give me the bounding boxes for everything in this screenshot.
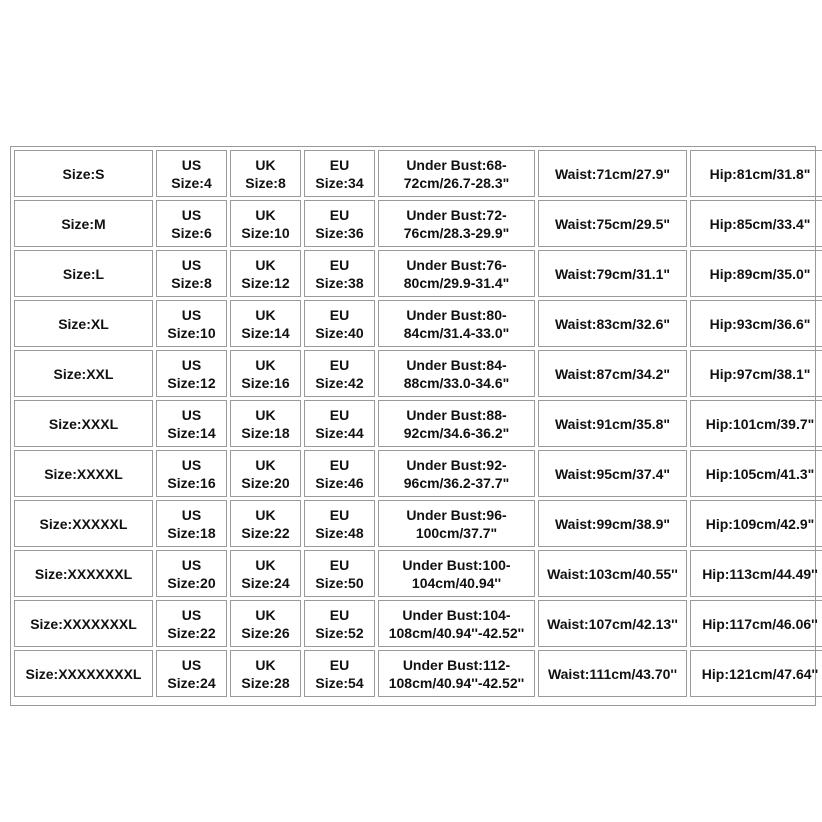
eu-size-cell-line: Size:54 bbox=[315, 674, 364, 691]
under-bust-cell-line: 84cm/31.4-33.0" bbox=[403, 324, 510, 341]
eu-size-cell-line: Size:50 bbox=[315, 574, 364, 591]
eu-size-cell bbox=[304, 450, 375, 497]
under-bust-cell bbox=[378, 600, 535, 647]
waist-cell: Waist:75cm/29.5" bbox=[538, 200, 687, 247]
uk-size-cell bbox=[230, 400, 301, 447]
under-bust-cell bbox=[378, 150, 535, 197]
under-bust-cell-line: Under Bust:80- bbox=[406, 306, 507, 323]
eu-size-cell-line: Size:52 bbox=[315, 624, 364, 641]
uk-size-cell-line: UK bbox=[255, 456, 276, 473]
uk-size-cell-line: UK bbox=[255, 306, 276, 323]
eu-size-cell-line: EU bbox=[329, 356, 350, 373]
waist-cell: Waist:95cm/37.4" bbox=[538, 450, 687, 497]
eu-size-cell-line: EU bbox=[329, 206, 350, 223]
under-bust-cell-line: 108cm/40.94''-42.52'' bbox=[388, 624, 525, 641]
us-size-cell-line: US bbox=[181, 356, 202, 373]
under-bust-cell-line: 100cm/37.7" bbox=[415, 524, 498, 541]
hip-cell: Hip:85cm/33.4" bbox=[690, 200, 822, 247]
eu-size-cell-line: EU bbox=[329, 156, 350, 173]
eu-size-cell-line: Size:46 bbox=[315, 474, 364, 491]
uk-size-cell-line: Size:8 bbox=[245, 174, 286, 191]
eu-size-cell-line: Size:36 bbox=[315, 224, 364, 241]
hip-cell: Hip:81cm/31.8" bbox=[690, 150, 822, 197]
uk-size-cell-line: Size:28 bbox=[241, 674, 290, 691]
uk-size-cell bbox=[230, 250, 301, 297]
us-size-cell-line: Size:20 bbox=[167, 574, 216, 591]
eu-size-cell-line: Size:42 bbox=[315, 374, 364, 391]
eu-size-cell bbox=[304, 600, 375, 647]
us-size-cell-line: US bbox=[181, 556, 202, 573]
size-cell: Size:XXXXL bbox=[14, 450, 153, 497]
us-size-cell bbox=[156, 200, 227, 247]
uk-size-cell-line: Size:16 bbox=[241, 374, 290, 391]
under-bust-cell-line: 104cm/40.94'' bbox=[411, 574, 502, 591]
size-cell: Size:XXXXXXXXL bbox=[14, 650, 153, 697]
waist-cell: Waist:83cm/32.6" bbox=[538, 300, 687, 347]
under-bust-cell-line: Under Bust:88- bbox=[406, 406, 507, 423]
us-size-cell-line: US bbox=[181, 256, 202, 273]
us-size-cell-line: Size:8 bbox=[171, 274, 212, 291]
uk-size-cell bbox=[230, 450, 301, 497]
uk-size-cell bbox=[230, 650, 301, 697]
uk-size-cell-line: Size:14 bbox=[241, 324, 290, 341]
us-size-cell bbox=[156, 450, 227, 497]
under-bust-cell-line: Under Bust:68- bbox=[406, 156, 507, 173]
uk-size-cell-line: UK bbox=[255, 256, 276, 273]
under-bust-cell-line: Under Bust:84- bbox=[406, 356, 507, 373]
us-size-cell bbox=[156, 350, 227, 397]
under-bust-cell-line: 80cm/29.9-31.4" bbox=[403, 274, 510, 291]
size-cell: Size:XXXXXXXL bbox=[14, 600, 153, 647]
waist-cell: Waist:111cm/43.70'' bbox=[538, 650, 687, 697]
uk-size-cell bbox=[230, 200, 301, 247]
under-bust-cell-line: Under Bust:72- bbox=[406, 206, 507, 223]
us-size-cell bbox=[156, 400, 227, 447]
us-size-cell-line: US bbox=[181, 156, 202, 173]
under-bust-cell-line: Under Bust:76- bbox=[406, 256, 507, 273]
size-cell: Size:L bbox=[14, 250, 153, 297]
hip-cell: Hip:93cm/36.6" bbox=[690, 300, 822, 347]
hip-cell: Hip:89cm/35.0" bbox=[690, 250, 822, 297]
eu-size-cell bbox=[304, 500, 375, 547]
under-bust-cell bbox=[378, 550, 535, 597]
eu-size-cell-line: EU bbox=[329, 406, 350, 423]
uk-size-cell-line: UK bbox=[255, 156, 276, 173]
under-bust-cell-line: 88cm/33.0-34.6" bbox=[403, 374, 510, 391]
us-size-cell bbox=[156, 600, 227, 647]
eu-size-cell bbox=[304, 350, 375, 397]
under-bust-cell-line: Under Bust:104- bbox=[402, 606, 511, 623]
eu-size-cell-line: EU bbox=[329, 606, 350, 623]
uk-size-cell-line: UK bbox=[255, 506, 276, 523]
us-size-cell-line: US bbox=[181, 606, 202, 623]
eu-size-cell-line: EU bbox=[329, 456, 350, 473]
eu-size-cell-line: Size:34 bbox=[315, 174, 364, 191]
uk-size-cell-line: Size:18 bbox=[241, 424, 290, 441]
us-size-cell-line: Size:14 bbox=[167, 424, 216, 441]
eu-size-cell bbox=[304, 200, 375, 247]
under-bust-cell bbox=[378, 350, 535, 397]
under-bust-cell-line: 92cm/34.6-36.2" bbox=[403, 424, 510, 441]
us-size-cell-line: US bbox=[181, 656, 202, 673]
hip-cell: Hip:97cm/38.1" bbox=[690, 350, 822, 397]
under-bust-cell-line: Under Bust:100- bbox=[402, 556, 511, 573]
us-size-cell-line: Size:18 bbox=[167, 524, 216, 541]
hip-cell: Hip:121cm/47.64'' bbox=[690, 650, 822, 697]
us-size-cell-line: Size:16 bbox=[167, 474, 216, 491]
eu-size-cell-line: EU bbox=[329, 306, 350, 323]
eu-size-cell bbox=[304, 250, 375, 297]
eu-size-cell-line: Size:48 bbox=[315, 524, 364, 541]
under-bust-cell-line: 96cm/36.2-37.7" bbox=[403, 474, 510, 491]
under-bust-cell bbox=[378, 200, 535, 247]
uk-size-cell-line: UK bbox=[255, 656, 276, 673]
uk-size-cell bbox=[230, 300, 301, 347]
uk-size-cell-line: Size:26 bbox=[241, 624, 290, 641]
hip-cell: Hip:105cm/41.3" bbox=[690, 450, 822, 497]
us-size-cell bbox=[156, 650, 227, 697]
under-bust-cell-line: Under Bust:112- bbox=[402, 656, 511, 673]
uk-size-cell bbox=[230, 550, 301, 597]
eu-size-cell bbox=[304, 400, 375, 447]
size-cell: Size:XL bbox=[14, 300, 153, 347]
under-bust-cell-line: Under Bust:96- bbox=[406, 506, 507, 523]
uk-size-cell-line: Size:20 bbox=[241, 474, 290, 491]
hip-cell: Hip:109cm/42.9" bbox=[690, 500, 822, 547]
under-bust-cell bbox=[378, 250, 535, 297]
under-bust-cell bbox=[378, 450, 535, 497]
us-size-cell-line: Size:22 bbox=[167, 624, 216, 641]
eu-size-cell bbox=[304, 650, 375, 697]
uk-size-cell bbox=[230, 500, 301, 547]
uk-size-cell-line: Size:24 bbox=[241, 574, 290, 591]
us-size-cell-line: Size:4 bbox=[171, 174, 212, 191]
us-size-cell bbox=[156, 250, 227, 297]
eu-size-cell-line: Size:38 bbox=[315, 274, 364, 291]
size-chart-table bbox=[10, 146, 819, 706]
under-bust-cell bbox=[378, 500, 535, 547]
size-cell: Size:XXXXXXL bbox=[14, 550, 153, 597]
eu-size-cell-line: Size:40 bbox=[315, 324, 364, 341]
eu-size-cell-line: EU bbox=[329, 506, 350, 523]
eu-size-cell-line: Size:44 bbox=[315, 424, 364, 441]
size-cell: Size:S bbox=[14, 150, 153, 197]
us-size-cell-line: US bbox=[181, 306, 202, 323]
waist-cell: Waist:107cm/42.13'' bbox=[538, 600, 687, 647]
size-cell: Size:XXXXXL bbox=[14, 500, 153, 547]
under-bust-cell bbox=[378, 400, 535, 447]
size-cell: Size:M bbox=[14, 200, 153, 247]
us-size-cell-line: US bbox=[181, 206, 202, 223]
waist-cell: Waist:79cm/31.1" bbox=[538, 250, 687, 297]
us-size-cell-line: US bbox=[181, 456, 202, 473]
eu-size-cell bbox=[304, 150, 375, 197]
under-bust-cell-line: Under Bust:92- bbox=[406, 456, 507, 473]
under-bust-cell-line: 76cm/28.3-29.9" bbox=[403, 224, 510, 241]
waist-cell: Waist:91cm/35.8" bbox=[538, 400, 687, 447]
us-size-cell-line: US bbox=[181, 406, 202, 423]
waist-cell: Waist:99cm/38.9" bbox=[538, 500, 687, 547]
uk-size-cell-line: UK bbox=[255, 406, 276, 423]
uk-size-cell-line: Size:10 bbox=[241, 224, 290, 241]
us-size-cell bbox=[156, 500, 227, 547]
us-size-cell-line: Size:12 bbox=[167, 374, 216, 391]
size-cell: Size:XXXL bbox=[14, 400, 153, 447]
hip-cell: Hip:117cm/46.06'' bbox=[690, 600, 822, 647]
us-size-cell bbox=[156, 550, 227, 597]
us-size-cell bbox=[156, 300, 227, 347]
under-bust-cell-line: 108cm/40.94''-42.52'' bbox=[388, 674, 525, 691]
waist-cell: Waist:71cm/27.9" bbox=[538, 150, 687, 197]
us-size-cell-line: US bbox=[181, 506, 202, 523]
uk-size-cell-line: UK bbox=[255, 206, 276, 223]
uk-size-cell-line: UK bbox=[255, 556, 276, 573]
hip-cell: Hip:101cm/39.7" bbox=[690, 400, 822, 447]
waist-cell: Waist:87cm/34.2" bbox=[538, 350, 687, 397]
uk-size-cell bbox=[230, 350, 301, 397]
hip-cell: Hip:113cm/44.49'' bbox=[690, 550, 822, 597]
uk-size-cell-line: Size:22 bbox=[241, 524, 290, 541]
uk-size-cell-line: UK bbox=[255, 356, 276, 373]
under-bust-cell bbox=[378, 650, 535, 697]
uk-size-cell bbox=[230, 150, 301, 197]
us-size-cell-line: Size:24 bbox=[167, 674, 216, 691]
eu-size-cell-line: EU bbox=[329, 656, 350, 673]
us-size-cell-line: Size:10 bbox=[167, 324, 216, 341]
eu-size-cell bbox=[304, 300, 375, 347]
size-cell: Size:XXL bbox=[14, 350, 153, 397]
eu-size-cell-line: EU bbox=[329, 556, 350, 573]
under-bust-cell bbox=[378, 300, 535, 347]
uk-size-cell-line: Size:12 bbox=[241, 274, 290, 291]
us-size-cell-line: Size:6 bbox=[171, 224, 212, 241]
us-size-cell bbox=[156, 150, 227, 197]
under-bust-cell-line: 72cm/26.7-28.3" bbox=[403, 174, 510, 191]
uk-size-cell-line: UK bbox=[255, 606, 276, 623]
uk-size-cell bbox=[230, 600, 301, 647]
waist-cell: Waist:103cm/40.55'' bbox=[538, 550, 687, 597]
eu-size-cell-line: EU bbox=[329, 256, 350, 273]
eu-size-cell bbox=[304, 550, 375, 597]
